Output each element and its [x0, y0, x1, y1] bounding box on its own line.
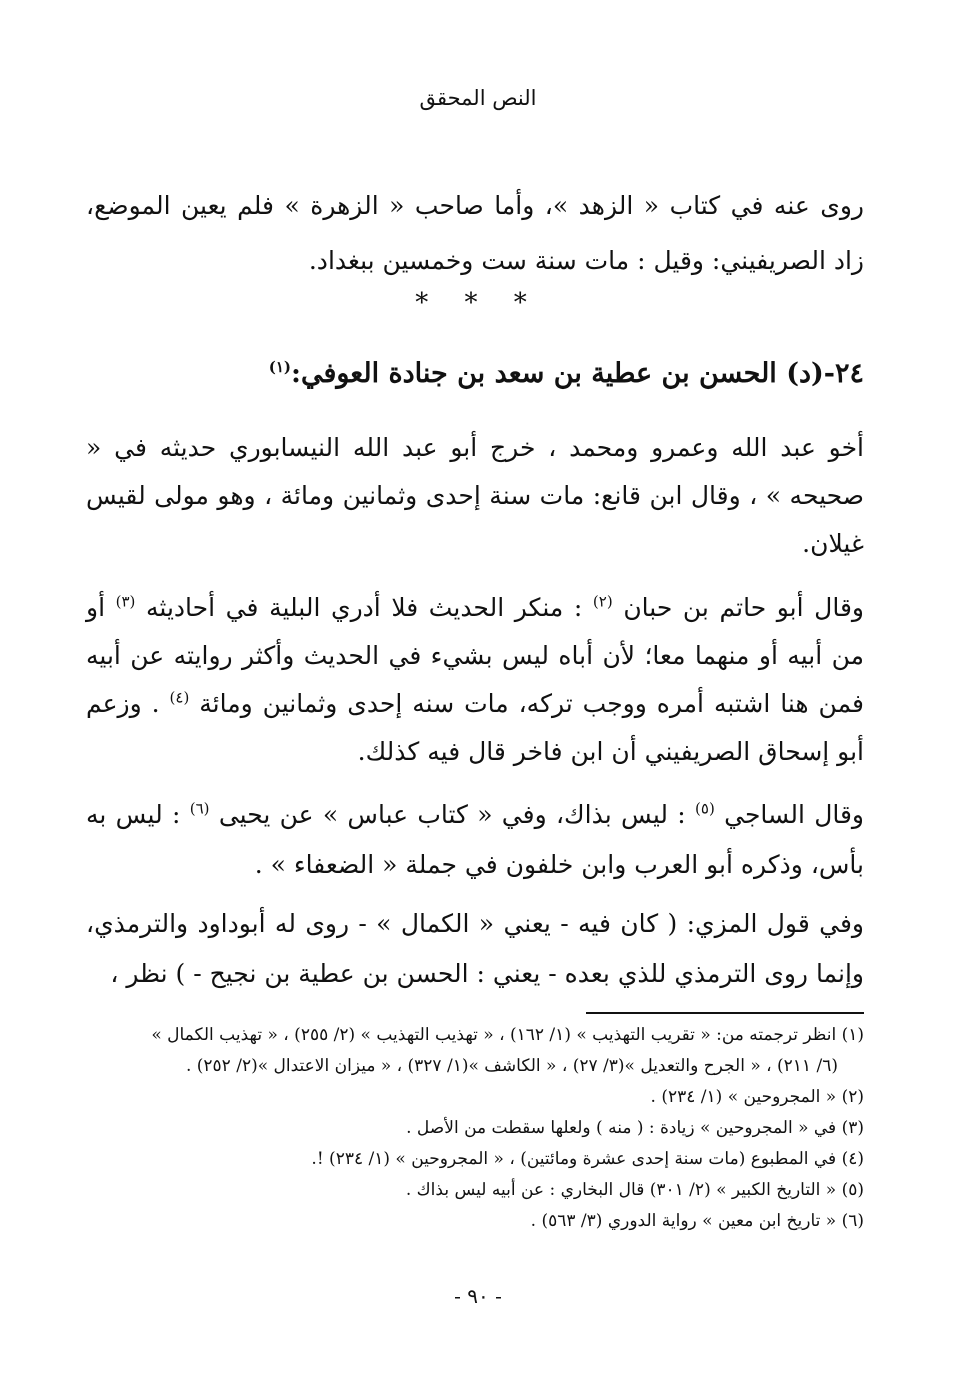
paragraph-4-part-b: : ليس بذاك، وفي « كتاب عباس » عن يحيى — [218, 800, 696, 829]
paragraph-5: وفي قول المزي: ( كان فيه - يعني « الكمال » - روى له أبوداود والترمذي، وإنما روى الترمذي للذي بعده - يعني : الحسن بن عطية بن نجيح - ) نظر ، — [86, 909, 864, 988]
entry-title-text: ٢٤-(د) الحسن بن عطية بن سعد بن جنادة العوفي: — [290, 358, 864, 389]
footnote-2: (٢) « المجروحين » (١/ ٢٣٤) . — [650, 1087, 864, 1107]
footnotes — [86, 1020, 864, 1237]
footnote-ref-6: (٦) — [189, 799, 210, 818]
paragraph-3-part-c: أو من أبيه أو منهما معا؛ لأن أباه ليس بشيء في الحديث وأكثر روايته عن أبيه فمن هنا اشتبه أمره ووجب تركه، مات سنه إحدى وثمانين ومائة — [86, 593, 864, 718]
footnote-1-line-2: (٦/ ٢١١) ، « الجرح والتعديل »(٣/ ٢٧) ، « الكاشف »(١/ ٣٢٧) ، « ميزان الاعتدال »(٢/ ٢٥٢) . — [185, 1056, 838, 1076]
footnote-ref-3: (٣) — [115, 592, 136, 611]
paragraph-2: أخو عبد الله وعمرو ومحمد ، خرج أبو عبد الله النيسابوري حديثه في « صحيحه » ، وقال ابن قانع: مات سنة إحدى وثمانين ومائة ، وهو مولى لقيس غيلان. — [86, 433, 864, 558]
footnote-4: (٤) في المطبوع (مات سنة إحدى عشرة ومائتين) ، « المجروحين » (١/ ٢٣٤) !. — [311, 1149, 864, 1169]
footnote-ref-5: (٥) — [695, 799, 715, 818]
entry-title — [86, 352, 864, 396]
paragraph-4-part-c: : ليس به بأس، وذكره أبو العرب وابن خلفون في جملة « الضعفاء » . — [86, 800, 864, 879]
footnote-ref-1: (١) — [268, 358, 291, 376]
footnote-3: (٣) في « المجروحين » زيادة : ( منه ) ولعلها سقطت من الأصل . — [406, 1118, 864, 1138]
footnote-ref-2: (٢) — [592, 592, 613, 611]
footnote-6: (٦) « تاريخ ابن معين » رواية الدوري (٣/ ٥٦٣) . — [530, 1211, 864, 1231]
paragraph-4 — [86, 790, 864, 890]
paragraph-3 — [86, 584, 864, 776]
running-header: النص المحقق — [419, 86, 537, 110]
paragraph-3-part-b: : منكر الحديث فلا أدري البلية في أحاديثه — [146, 593, 593, 622]
footnote-1-line-1: (١) انظر ترجمته من: « تقريب التهذيب » (١/ ١٦٢) ، « تهذيب التهذيب » (٢/ ٢٥٥) ، « تهذيب الكمال » — [151, 1025, 864, 1045]
section-separator-stars: * * * — [415, 288, 541, 318]
footnote-5: (٥) « التاريخ الكبير » (٢/ ٣٠١) قال البخاري : عن أبيه ليس بذاك . — [405, 1180, 864, 1200]
paragraph-1: روى عنه في كتاب « الزهد »، وأما صاحب « الزهرة » فلم يعين الموضع، زاد الصريفيني: وقيل : مات سنة ست وخمسين ببغداد. — [86, 191, 864, 275]
paragraph-3-part-d: . وزعم أبو إسحاق الصريفيني أن ابن فاخر قال فيه كذلك. — [86, 689, 864, 766]
footnote-separator — [586, 1012, 864, 1014]
page-number: - ٩٠ - — [454, 1284, 502, 1308]
paragraph-4-part-a: وقال الساجي — [724, 800, 865, 829]
footnote-ref-4: (٤) — [169, 688, 190, 707]
paragraph-3-part-a: وقال أبو حاتم بن حبان — [623, 593, 864, 622]
